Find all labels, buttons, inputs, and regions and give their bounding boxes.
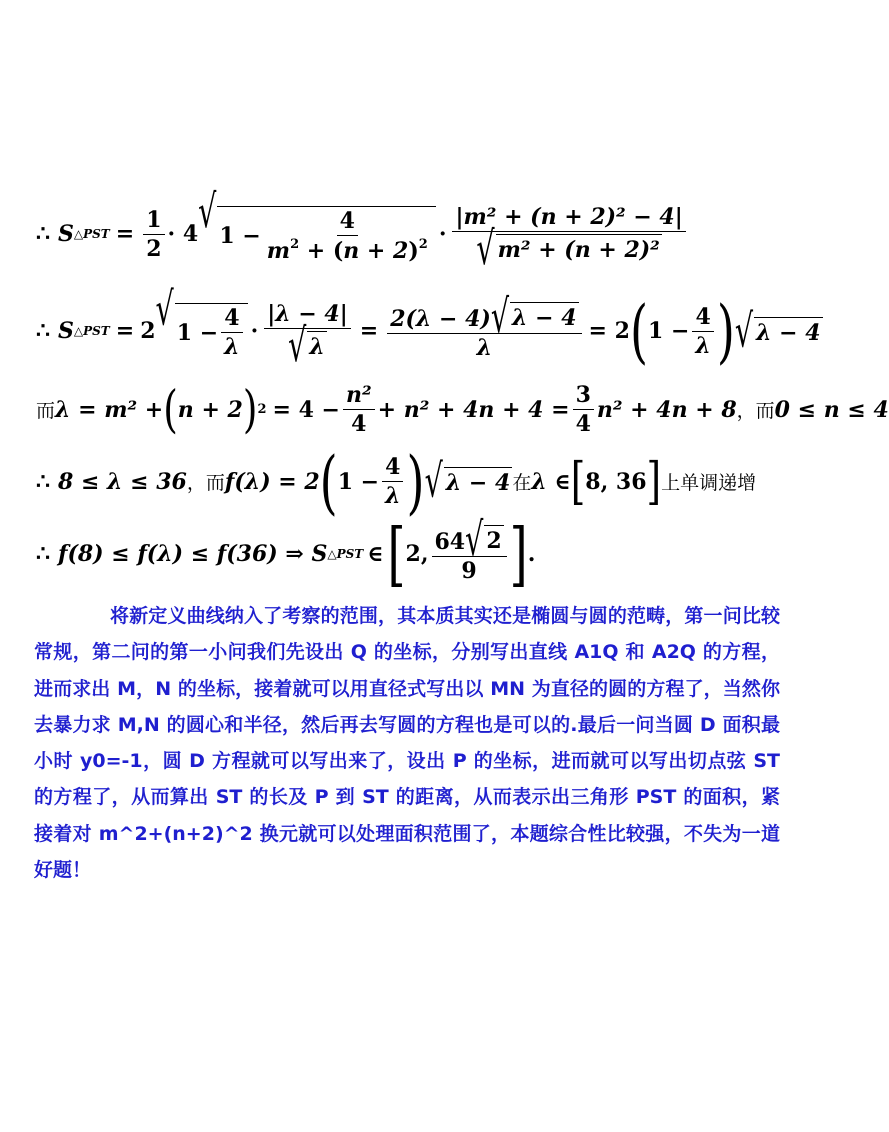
equation-area-lambda: ∴ S △PST = 2 √ 1 − $\frac{4}{\lambda}$ · |λ − 4| √ λ = 2(λ − 4) √ λ − 4 λ = 2 ( 1 − $\frac{4}{\lambda}$ ) √ λ − 4 (36, 281, 821, 373)
equation-area-range: ∴ f(8) ≤ f(λ) ≤ f(36) ⇒ S △PST ∈ [ 2, 64 √ 2 9 ] . (36, 511, 536, 595)
distance-fraction: |m² + (n + 2)² − 4| √ m² + (n + 2)² (452, 205, 685, 263)
area-symbol: S (58, 221, 74, 248)
commentary-paragraph: 将新定义曲线纳入了考察的范围，其本质其实还是椭圆与圆的范畴，第一问比较常规，第二问的第一小问我们先设出 Q 的坐标，分别写出直线 A1Q 和 A2Q 的方程，进而求出 M，N 的坐标，接着就可以用直径式写出以 MN 为直径的圆的方程了，当然你去暴力求 M,N 的圆心和半径，然后再去写圆的方程也是可以的.最后一问当圆 D 面积最小时 y0=-1，圆 D 方程就可以写出来了，设出 P 的坐标，进而就可以写出切点弦 ST 的方程了，从而算出 ST 的长及 P 到 ST 的距离，从而表示出三角形 PST 的面积，紧接着对 m^2+(n+2)^2 换元就可以处理面积范围了，本题综合性比较强，不失为一道好题！ (34, 605, 780, 882)
equation-lambda-substitution: 而 λ = m² + ( n + 2 ) 2 = 4 − $\frac{\text{n²}}{4}$ + n² + 4n + 4 = $\frac{3}{4}$ n² + 4n + 8 ， 而 0 ≤ n ≤ 4 (36, 379, 889, 439)
half-fraction: $\frac{1}{2}$ (143, 208, 164, 261)
area-subscript: △PST (73, 227, 110, 242)
therefore-symbol: ∴ (36, 221, 50, 248)
sqrt-term: √ 1 − $\frac{4}{m^2 + (n + 2)^2}$ (198, 206, 436, 263)
equation-area-formula: ∴ S △PST = $\frac{1}{2}$ · 4 √ 1 − $\frac{4}{m^2 + (n + 2)^2}$ · |m² + (n + 2)² − 4| √ m² + (n + 2)² (36, 205, 689, 263)
equation-monotonic: ∴ 8 ≤ λ ≤ 36 ， 而 f(λ) = 2 ( 1 − $\frac{4}{\lambda}$ ) √ λ − 4 在 λ ∈ [ 8, 36 ] 上单调递增 (36, 441, 757, 523)
